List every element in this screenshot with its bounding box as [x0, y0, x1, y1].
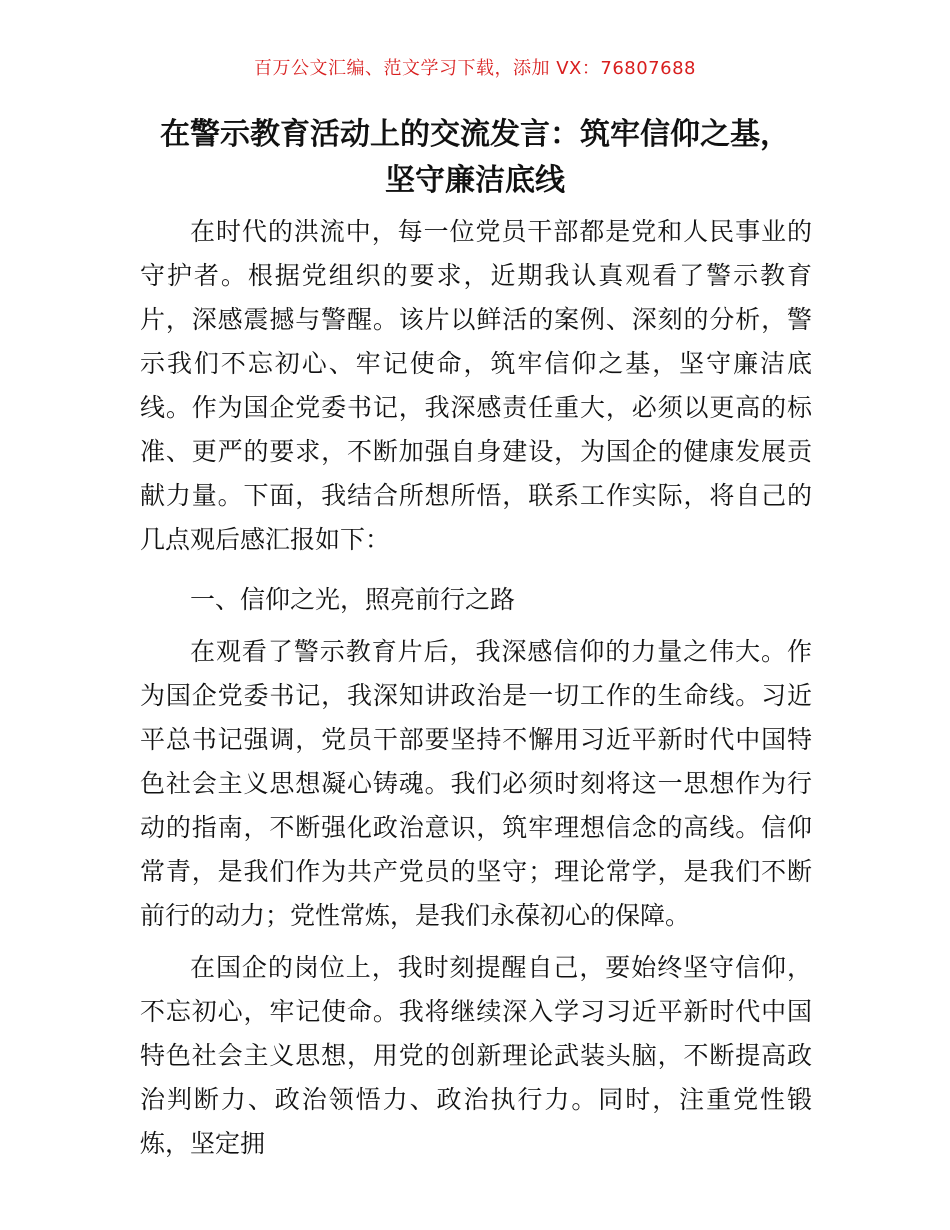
intro-paragraph: 在时代的洪流中，每一位党员干部都是党和人民事业的守护者。根据党组织的要求，近期我认真观看了警示教育片，深感震撼与警醒。该片以鲜活的案例、深刻的分析，警示我们不忘初心、牢记使命，筑牢信仰之基，坚守廉洁底线。作为国企党委书记，我深感责任重大，必须以更高的标准、更严的要求，不断加强自身建设，为国企的健康发展贡献力量。下面，我结合所想所悟，联系工作实际，将自己的几点观后感汇报如下：: [140, 217, 812, 554]
paragraph-spacer: [140, 562, 812, 570]
header-promo-note: 百万公文汇编、范文学习下载，添加 VX：76807688: [254, 58, 696, 79]
document-title: 在警示教育活动上的交流发言：筑牢信仰之基，坚守廉洁底线: [160, 117, 790, 198]
paragraph-spacer: [140, 938, 812, 946]
section1-paragraph-2: 在国企的岗位上，我时刻提醒自己，要始终坚守信仰，不忘初心，牢记使命。我将继续深入学习习近平新时代中国特色社会主义思想，用党的创新理论武装头脑，不断提高政治判断力、政治领悟力、政治执行力。同时，注重党性锻炼，坚定拥: [140, 953, 812, 1158]
document-body: [140, 210, 812, 1166]
section1-paragraph-1: 在观看了警示教育片后，我深感信仰的力量之伟大。作为国企党委书记，我深知讲政治是一切工作的生命线。习近平总书记强调，党员干部要坚持不懈用习近平新时代中国特色社会主义思想凝心铸魂。我们必须时刻将这一思想作为行动的指南，不断强化政治意识，筑牢理想信念的高线。信仰常青，是我们作为共产党员的坚守；理论常学，是我们不断前行的动力；党性常炼，是我们永葆初心的保障。: [140, 637, 812, 930]
section-heading-1: 一、信仰之光，照亮前行之路: [190, 585, 516, 614]
